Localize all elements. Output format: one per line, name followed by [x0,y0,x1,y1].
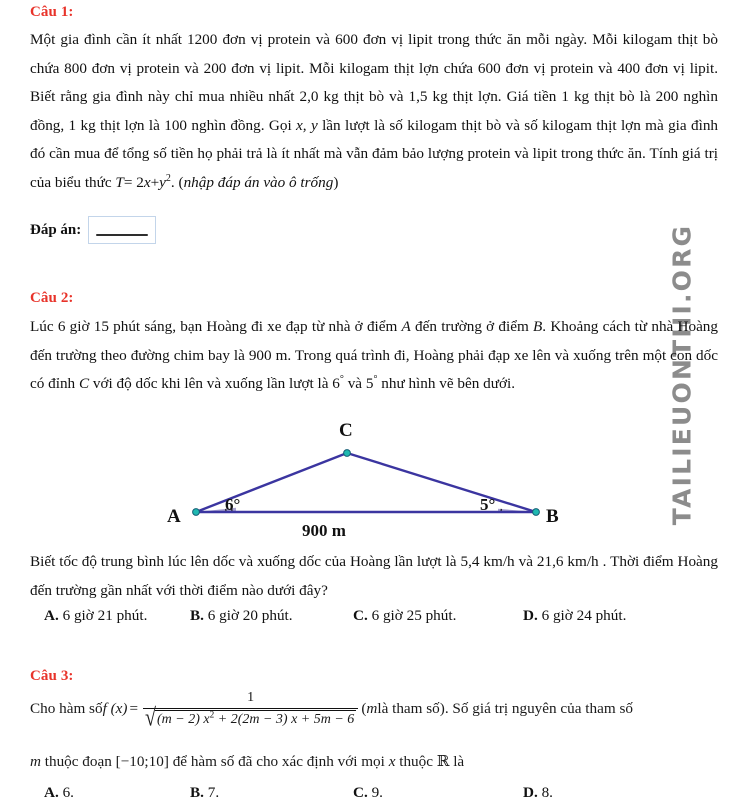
q3-line2-x: x [389,753,396,770]
radical-icon: √ [145,708,156,731]
q2-option-a-key: A. [44,607,59,624]
q2-option-d-text: 6 giờ 24 phút. [538,607,627,624]
answer-input-box[interactable] [88,216,156,244]
q2-option-b-text: 6 giờ 20 phút. [204,607,293,624]
q3-option-d-text: 8. [538,784,553,801]
q3-option-b-key: B. [190,784,204,801]
q2-text-part-2: đến trường ở điểm [411,318,533,335]
q2-text-part-4: với độ dốc khi lên và xuống lần lượt là 6 [89,375,340,392]
q3-fraction [143,690,358,728]
q1-formula-x: x [144,174,151,191]
side-ac [196,453,347,512]
q2-option-a-text: 6 giờ 21 phút. [59,607,148,624]
base-length-label: 900 m [302,521,346,541]
q3-option-a-text: 6. [59,784,74,801]
q2-option-d[interactable] [523,607,683,625]
question-1-heading: Câu 1: [30,4,74,21]
q3-function-name: f (x) [103,700,128,718]
q3-real-set: ℝ [437,752,450,770]
q1-text-part-1: Một gia đình cần ít nhất 1200 đơn vị protein và 600 đơn vị lipit trong thức ăn mỗi ngày. Mỗi kilogam thịt bò chứa 800 đơn vị protein và 200 đơn vị lipit. Mỗi kilogam thịt lợn chứa 600 đơn vị protein và 400 đơn vị lipit. Biết rằng gia đình này chỉ mua nhiều nhất 2,0 kg thịt bò và 1,5 kg thịt lợn. Giá tiền 1 kg thịt bò là 200 nghìn đồng, 1 kg thịt lợn là 100 nghìn đồng. Gọi [30,31,718,134]
question-3-body-line-2 [30,752,464,771]
vertex-label-a: A [167,506,181,528]
q3-option-c-text: 9. [368,784,383,801]
q3-option-c-key: C. [353,784,368,801]
q3-line2-a: thuộc đoạn [41,753,116,770]
q3-interval: [−10;10] [116,753,169,770]
vertex-dot-c [344,450,351,457]
q1-formula-T [115,174,171,191]
q3-line2-c: thuộc [395,753,436,770]
q2-point-b: B [533,318,542,335]
answer-label: Đáp án: [30,222,81,239]
q1-text-part-4: ) [333,174,338,191]
question-2-options [30,607,720,625]
q3-tail-part-2: là tham số). Số giá trị nguyên của tham số [377,700,633,718]
q3-tail-part-1: ( [361,700,366,718]
q3-option-a-key: A. [44,784,59,801]
q2-option-c-text: 6 giờ 25 phút. [368,607,457,624]
question-2-body [30,313,718,399]
q1-hint-italic: nhập đáp án vào ô trống [184,174,334,191]
q2-point-c: C [79,375,89,392]
q2-option-b[interactable] [190,607,353,625]
q1-formula-y: y [159,174,166,191]
q2-text-part-1: Lúc 6 giờ 15 phút sáng, bạn Hoàng đi xe đạp từ nhà ở điểm [30,318,402,335]
q2-option-c-key: C. [353,607,368,624]
question-1-answer-row [30,216,156,244]
q3-radicand [155,710,356,728]
q3-denominator [143,709,358,728]
q3-option-b[interactable] [190,784,353,802]
q1-text-part-3: . ( [171,174,184,191]
vertex-label-c: C [339,420,353,442]
q3-equals: = [127,700,140,718]
q3-radicand-a: (m − 2) x [157,712,210,727]
triangle-figure [150,418,580,543]
side-cb [347,453,536,512]
q3-param-m: m [366,700,377,718]
site-watermark: TAILIEUONTHI.ORG [668,224,697,526]
q3-sqrt [145,710,356,728]
q1-formula-plus: + [151,174,160,191]
triangle-svg [150,418,580,543]
q3-option-d[interactable] [523,784,683,802]
question-2-body-continued: Biết tốc độ trung bình lúc lên dốc và xuống dốc của Hoàng lần lượt là 5,4 km/h và 21,6 km/h . Thời điểm Hoàng đến trường gần nhất với thời điểm nào dưới đây? [30,548,718,605]
q2-point-a: A [402,318,411,335]
question-1-body [30,26,718,198]
vertex-dot-b [533,509,540,516]
q3-numerator: 1 [143,690,358,707]
q3-line2-m: m [30,753,41,770]
q1-text-part-2: lần lượt là số kilogam thịt bò và số kilogam thịt lợn mà gia đình đó cần mua để tổng số tiền họ phải trả là ít nhất mà vẫn đảm bảo lượng protein và lipit trong thức ăn. Tính giá trị của biểu thức [30,117,718,191]
q3-option-c[interactable] [353,784,523,802]
q3-line2-d: là [449,753,464,770]
question-3-heading: Câu 3: [30,668,74,685]
q2-text-part-6: như hình vẽ bên dưới. [377,375,515,392]
q1-variables: x, y [296,117,318,134]
question-3-body-line-1 [30,690,720,728]
q3-option-d-key: D. [523,784,538,801]
q2-degree-2: ° [373,374,377,385]
q3-radicand-b: + 2(2m − 3) x + 5m − 6 [214,712,354,727]
vertex-label-b: B [546,506,559,528]
q2-degree-1: ° [340,374,344,385]
q3-line2-b: để hàm số đã cho xác định với mọi [169,753,389,770]
q1-formula-exponent: 2 [166,173,171,184]
question-3-options [30,784,720,802]
q2-text-part-5: và 5 [344,375,374,392]
angle-label-a: 6° [225,495,240,515]
vertex-dot-a [193,509,200,516]
q3-lead-text: Cho hàm số [30,700,103,718]
q1-formula-eq: = 2 [124,174,144,191]
q1-formula-lhs: T [115,174,123,191]
q2-option-a[interactable] [30,607,190,625]
q3-option-b-text: 7. [204,784,219,801]
angle-label-b: 5° [480,495,495,515]
q2-option-b-key: B. [190,607,204,624]
q2-option-d-key: D. [523,607,538,624]
q3-option-a[interactable] [30,784,190,802]
q2-text-part-3: . Khoảng cách từ nhà Hoàng đến trường theo đường chim bay là 900 m. Trong quá trình đi, Hoàng phải đạp xe lên và xuống trên một con dốc có đỉnh [30,318,718,392]
q3-radicand-a-exp: 2 [210,710,215,720]
q2-option-c[interactable] [353,607,523,625]
question-2-heading: Câu 2: [30,290,74,307]
